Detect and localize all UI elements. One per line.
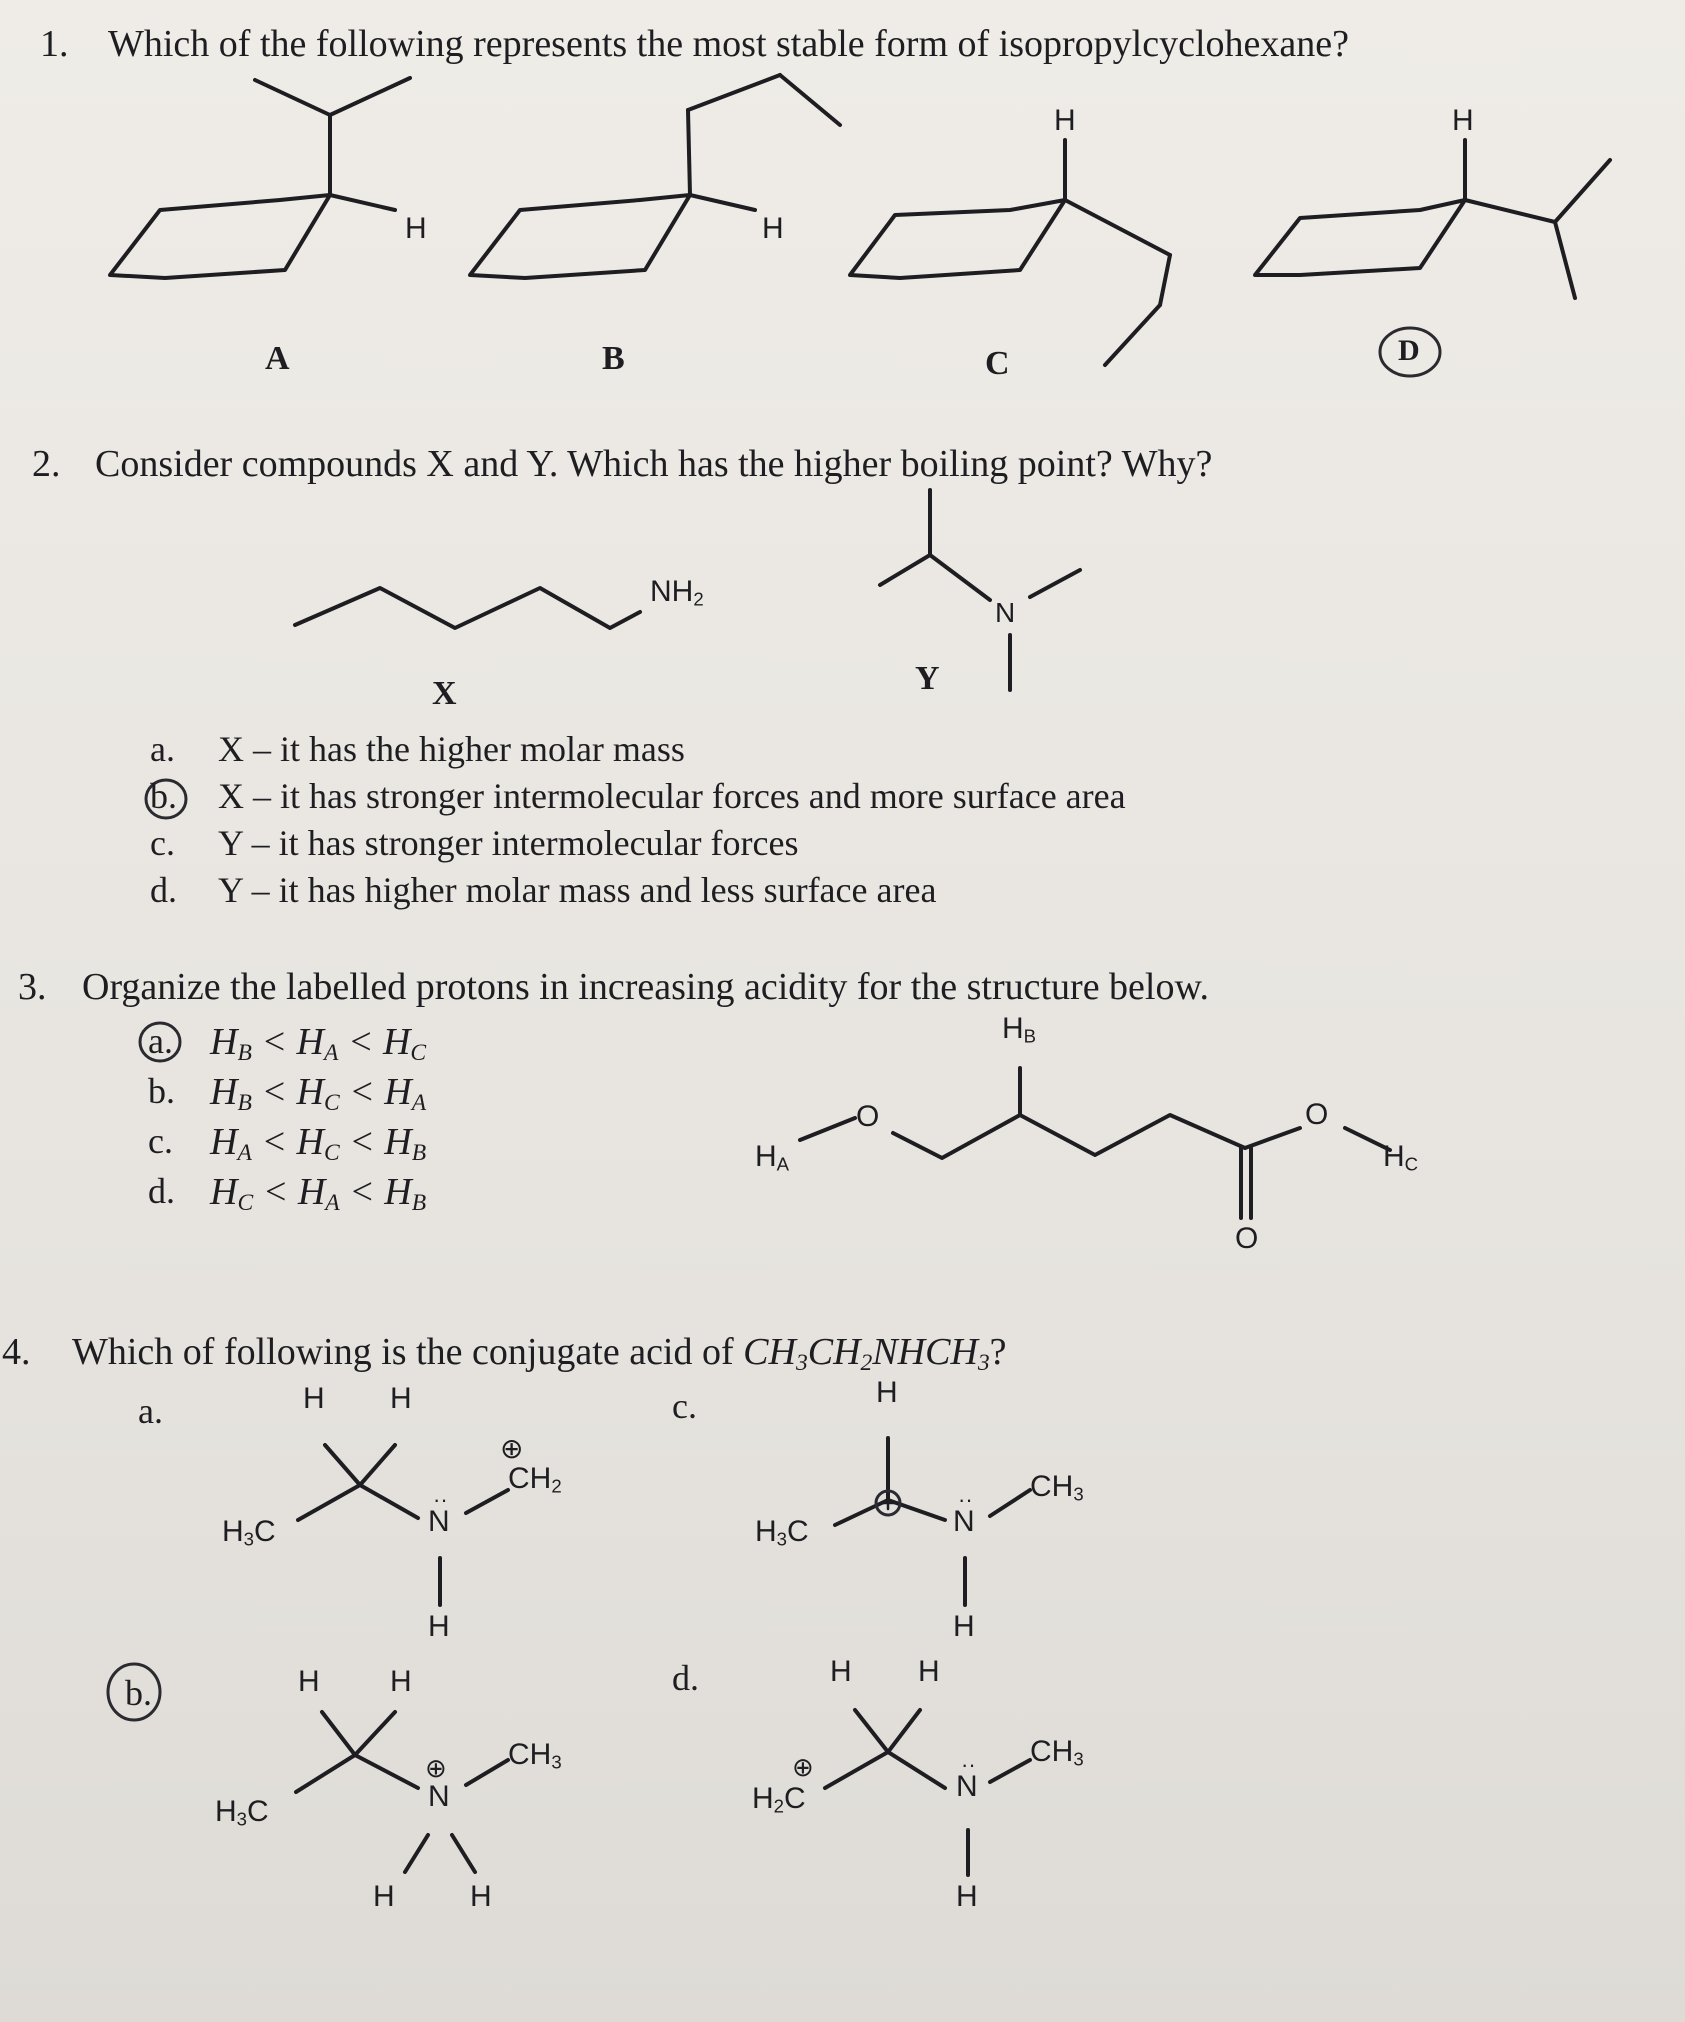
q4-b-plus: ⊕ (425, 1753, 447, 1783)
q4-a-n: N (428, 1505, 450, 1538)
q2-text: Consider compounds X and Y. Which has the higher boiling point? Why? (95, 443, 1213, 485)
q4-d-h2: H (918, 1655, 940, 1688)
q1-label-b: B (602, 340, 625, 377)
q3-opt-b-letter: b. (148, 1071, 175, 1111)
q4-opt-d-letter: d. (672, 1658, 699, 1698)
q3-o-ester: O (1305, 1098, 1329, 1131)
q2-opt-a-text: X – it has the higher molar mass (218, 729, 685, 769)
q3-opt-c-letter: c. (148, 1121, 173, 1161)
q3-o-ether: O (856, 1100, 880, 1133)
q3-opt-a-order: $H_B < H_A < H_C$ (210, 1021, 427, 1066)
q4-opt-a-letter: a. (138, 1391, 163, 1431)
q4-structure-a (298, 1445, 508, 1605)
q1-text: Which of the following represents the most stable form of isopropylcyclohexane? (108, 23, 1349, 65)
q4-d-lonepair: ·· (961, 1752, 976, 1777)
q3-ha: $H_A$ (755, 1140, 790, 1175)
q4-a-h3c: $H_3C$ (222, 1515, 276, 1550)
q2-number: 2. (32, 443, 61, 485)
q3-opt-d-letter: d. (148, 1171, 175, 1211)
q3-o-carbonyl: O (1235, 1222, 1259, 1255)
q4-d-n: N (956, 1770, 978, 1803)
q4-b-nh2: H (470, 1880, 492, 1913)
q1-number: 1. (40, 23, 69, 65)
q4-a-lonepair: ·· (433, 1487, 448, 1512)
q2-label-y: Y (915, 660, 940, 697)
q2-opt-d-text: Y – it has higher molar mass and less surface area (218, 870, 937, 910)
q4-b-h3c: $H_3C$ (215, 1795, 269, 1830)
q4-c-n: N (953, 1505, 975, 1538)
q4-c-h: H (876, 1376, 898, 1409)
q1-a-h: H (405, 212, 427, 245)
q2-opt-d-letter: d. (150, 870, 177, 910)
q4-a-nh: H (428, 1610, 450, 1643)
q1-c-h: H (1054, 104, 1076, 137)
q1-label-d: D (1398, 334, 1420, 367)
q4-b-ch3: $CH_3$ (508, 1738, 562, 1773)
q3-number: 3. (18, 966, 47, 1008)
q2-x-nh2: $NH_2$ (650, 575, 704, 610)
q4-a-plus: ⊕ (500, 1433, 524, 1464)
q4-b-n: N (428, 1780, 450, 1813)
q3-opt-c-order: $H_A < H_C < H_B$ (210, 1121, 427, 1166)
q4-c-ch3: $CH_3$ (1030, 1470, 1084, 1505)
q4-d-plus: ⊕ (792, 1752, 814, 1782)
q4-a-h2: H (390, 1382, 412, 1415)
q4-b-h1: H (298, 1665, 320, 1698)
q4-a-ch2: $CH_2$ (508, 1462, 562, 1497)
q2-opt-c-text: Y – it has stronger intermolecular forces (218, 823, 799, 863)
q4-structure-d (825, 1710, 1030, 1875)
q4-c-h3c: $H_3C$ (755, 1515, 809, 1550)
q4-d-ch3: $CH_3$ (1030, 1735, 1084, 1770)
q4-opt-c-letter: c. (672, 1386, 697, 1426)
q4-c-nh: H (953, 1610, 975, 1643)
q4-opt-b-letter: b. (125, 1673, 152, 1713)
q4-structure-c (835, 1438, 1030, 1605)
q4-d-h1: H (830, 1655, 852, 1688)
q2-label-x: X (432, 675, 457, 712)
q4-b-nh1: H (373, 1880, 395, 1913)
q3-opt-d-order: $H_C < H_A < H_B$ (210, 1171, 427, 1216)
q2-opt-b-letter: b. (150, 776, 177, 816)
q1-d-h: H (1452, 104, 1474, 137)
q2-opt-b-text: X – it has stronger intermolecular forces and more surface area (218, 776, 1126, 816)
q3-opt-b-order: $H_B < H_C < H_A$ (210, 1071, 427, 1116)
q1-label-a: A (265, 340, 290, 377)
q4-a-h1: H (303, 1382, 325, 1415)
q4-structure-b (296, 1712, 508, 1872)
q4-number: 4. (2, 1331, 31, 1373)
q1-label-c: C (985, 345, 1010, 382)
q3-opt-a-letter: a. (148, 1021, 173, 1061)
q3-text: Organize the labelled protons in increasing acidity for the structure below. (82, 966, 1209, 1008)
q4-text: Which of following is the conjugate acid of $CH_3CH_2NHCH_3$? (72, 1331, 1007, 1376)
q4-b-h2: H (390, 1665, 412, 1698)
q2-y-n: N (995, 597, 1016, 628)
q3-hc: $H_C$ (1383, 1140, 1419, 1175)
q1-b-h: H (762, 212, 784, 245)
q2-opt-c-letter: c. (150, 823, 175, 863)
q2-opt-a-letter: a. (150, 729, 175, 769)
q3-hb: $H_B$ (1002, 1012, 1037, 1047)
q4-d-nh: H (956, 1880, 978, 1913)
q4-d-h2c: $H_2C$ (752, 1782, 806, 1817)
q4-c-lonepair: ·· (958, 1487, 973, 1512)
